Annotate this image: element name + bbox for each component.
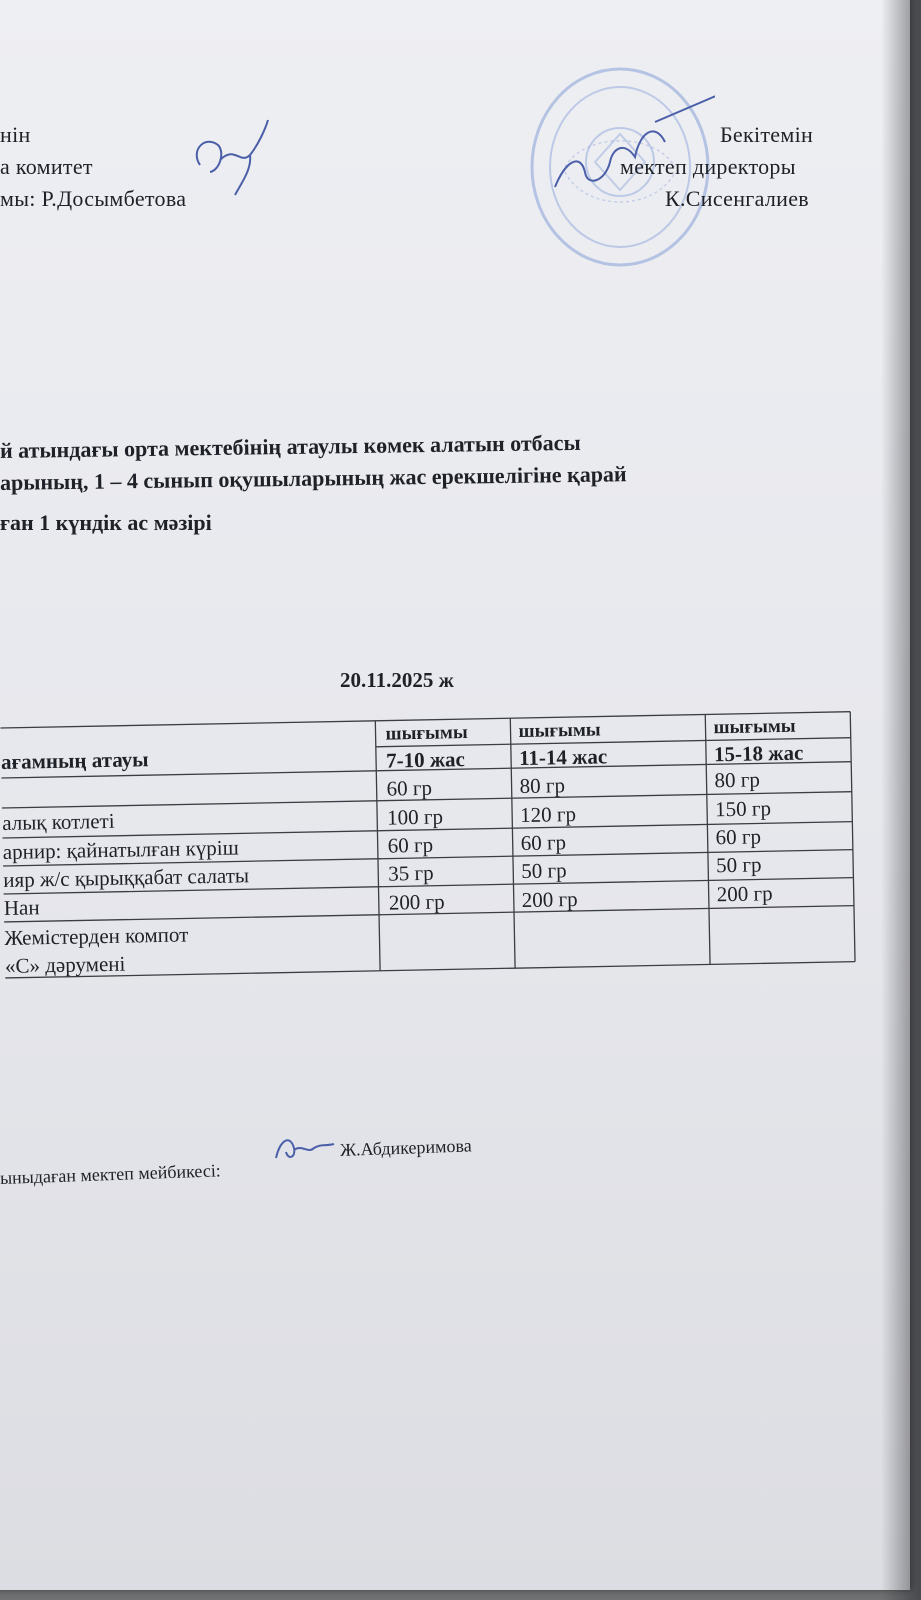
row4-name: Нан — [3, 895, 40, 920]
approval-right-line2: мектеп директоры — [620, 154, 796, 179]
document-title-line3: ған 1 күндік ас мәзірі — [0, 510, 212, 535]
age-group-3: 15-18 жас — [713, 740, 804, 767]
row2-name: арнир: қайнатылған күріш — [2, 835, 240, 864]
output-label-1: шығымы — [385, 722, 468, 745]
row5-value-1: 200 гр — [388, 889, 445, 915]
row4-value-2: 50 гр — [520, 858, 567, 884]
output-label-3: шығымы — [713, 715, 796, 739]
menu-date: 20.11.2025 ж — [340, 668, 454, 692]
row1-value-2: 80 гр — [519, 773, 566, 799]
approval-left-line3: мы: Р.Досымбетова — [0, 186, 187, 211]
approval-right-line3: К.Сисенгалиев — [665, 186, 809, 211]
menu-table — [0, 691, 875, 988]
document-title-line2: арының, 1 – 4 сынып оқушыларының жас ерекшелігіне қарай — [0, 461, 627, 495]
row2-value-2: 120 гр — [519, 801, 577, 828]
document-title-line1: й атындағы орта мектебінің атаулы көмек алатын отбасы — [0, 429, 581, 463]
row1-name: алық котлеті — [1, 808, 115, 835]
output-label-2: шығымы — [518, 719, 601, 743]
row5-name-line2: «С» дәрумені — [4, 951, 126, 978]
row5-value-2: 200 гр — [521, 886, 578, 913]
approval-left-line2: а комитет — [0, 154, 93, 179]
row5-name: Жемістерден компот — [4, 922, 189, 950]
row3-value-1: 60 гр — [387, 832, 434, 858]
approval-left-line1: нін — [0, 122, 31, 147]
page-edge-shadow — [881, 0, 921, 1600]
row3-name: ияр ж/с қырыққабат салаты — [3, 863, 250, 892]
row2-value-3: 150 гр — [714, 796, 772, 822]
row3-value-3: 60 гр — [715, 824, 762, 850]
table-header-name: ағамның атауы — [0, 747, 149, 774]
row5-value-3: 200 гр — [716, 881, 773, 907]
age-group-1: 7-10 жас — [385, 747, 466, 773]
approval-right-line1: Бекітемін — [720, 122, 814, 147]
row1-value-3: 80 гр — [714, 767, 761, 793]
row1-value-1: 60 гр — [386, 775, 433, 801]
row2-value-1: 100 гр — [386, 804, 444, 830]
signature-left — [180, 110, 280, 200]
row4-value-3: 50 гр — [715, 852, 762, 878]
signature-footer — [268, 1128, 338, 1168]
footer-name: Ж.Абдикеримова — [339, 1135, 473, 1160]
row3-value-2: 60 гр — [520, 830, 567, 856]
footer-label: ыныдаған мектеп мейбикесі: — [0, 1160, 222, 1188]
row4-value-1: 35 гр — [388, 860, 434, 886]
age-group-2: 11-14 жас — [518, 744, 608, 771]
